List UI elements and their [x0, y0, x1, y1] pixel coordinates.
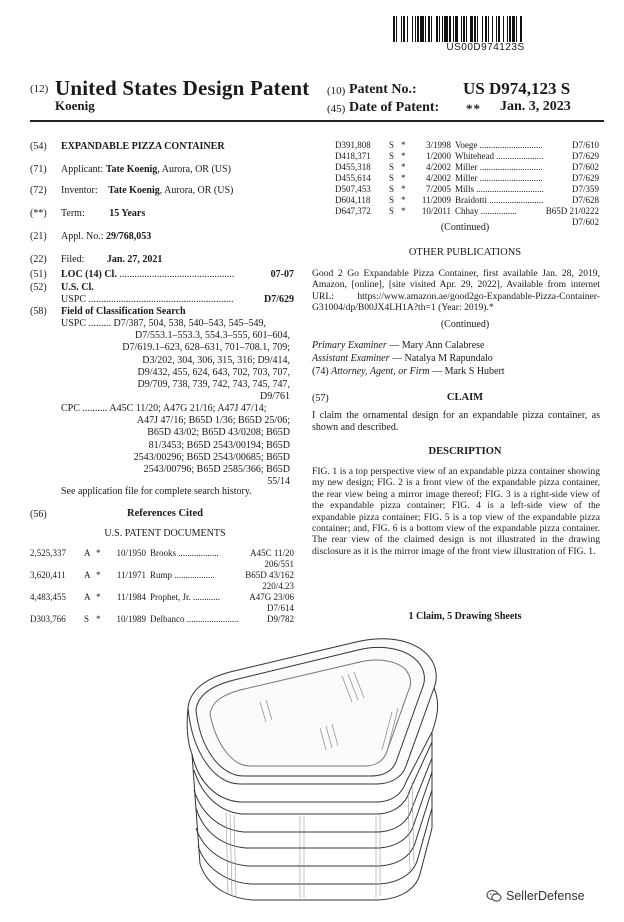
reference-kind: A	[84, 592, 91, 602]
reference-row	[335, 151, 599, 162]
references-code: (56)	[30, 509, 47, 520]
reference-star: *	[401, 195, 406, 205]
inventor-name: Tate Koenig	[108, 185, 160, 196]
field-code: (52)	[30, 282, 47, 293]
reference-row	[335, 162, 599, 173]
reference-num: 3,620,411	[30, 570, 66, 580]
reference-kind: S	[389, 195, 395, 205]
reference-date: 10/2011	[421, 206, 451, 216]
reference-dots: ................	[480, 206, 517, 216]
reference-cls: D7/628	[572, 195, 599, 205]
code-12: (12)	[30, 83, 49, 95]
see-application-note: See application file for complete search history.	[61, 486, 252, 497]
reference-row-continuation	[30, 603, 294, 614]
reference-name	[455, 206, 545, 217]
uspc-line: D9/709, 738, 739, 742, 743, 745, 747,	[137, 379, 290, 391]
reference-cls: D7/629	[572, 151, 599, 161]
attorney-code: (74)	[312, 366, 329, 377]
appl-no-value: 29/768,053	[106, 231, 152, 242]
term-label: Term:	[61, 208, 85, 219]
reference-num: D391,808	[335, 140, 371, 150]
reference-row	[30, 592, 294, 603]
reference-inventor: Chhay	[455, 206, 481, 216]
cpc-line: 2543/00796; B65D 2585/366; B65D	[143, 464, 290, 476]
reference-star: *	[96, 570, 101, 580]
reference-date: 11/1971	[116, 570, 146, 580]
reference-star: *	[96, 614, 101, 624]
reference-row	[30, 614, 294, 625]
barcode-number: US00D974123S	[446, 42, 525, 53]
reference-star: *	[401, 140, 406, 150]
classification-search-label: Field of Classification Search	[61, 306, 186, 317]
reference-cls: B65D 21/0222	[545, 206, 599, 216]
inventor-location: , Aurora, OR (US)	[159, 185, 234, 196]
reference-inventor: Whitehead	[455, 151, 497, 161]
reference-dots: ..............................	[476, 184, 544, 194]
uspc-label: USPC	[61, 294, 87, 305]
reference-cls: D7/610	[572, 140, 599, 150]
attorney	[312, 365, 505, 378]
reference-name	[455, 195, 545, 206]
reference-name	[150, 548, 243, 559]
description-text: FIG. 1 is a top perspective view of an expandable pizza container showing my new design; FIG. 2 is a front view of the expandable pizza container, the rear view being a mirror image thereof; FIG. 3 is a right-side view of the expandable pizza container; FIG. 4 is a left-side view of the expandable pizza container; FIG. 5 is a top view of the expandable pizza container; and, FIG. 6 is a bottom view of the expandable pizza container. The rear view of the claimed design is not illustrated in the drawing disclosure as it is the mirror image of the front view illustration of FIG. 1.	[312, 466, 600, 557]
claim-title: CLAIM	[446, 392, 484, 403]
uspc-line: D7/619.1–623, 628–631, 701–708.1, 709;	[122, 342, 290, 354]
term-value: 15 Years	[109, 208, 146, 219]
reference-name	[150, 592, 243, 603]
reference-inventor: Brooks	[150, 548, 179, 558]
uspc-line: D9/432, 455, 624, 643, 702, 703, 707,	[137, 366, 290, 378]
references-right-table	[335, 140, 599, 228]
uspc-line: D9/761	[260, 391, 290, 403]
reference-inventor: Voege	[455, 140, 480, 150]
wechat-icon	[486, 888, 502, 904]
reference-cls: D7/359	[572, 184, 599, 194]
reference-dots: ........................	[489, 195, 544, 205]
reference-cls-secondary: D7/614	[267, 603, 294, 613]
field-code: (72)	[30, 185, 47, 196]
reference-inventor: Prophet, Jr.	[150, 592, 194, 602]
reference-date: 4/2002	[425, 162, 451, 172]
reference-date: 7/2005	[425, 184, 451, 194]
reference-star: *	[401, 162, 406, 172]
reference-num: 4,483,455	[30, 592, 66, 602]
reference-date: 10/1950	[116, 548, 146, 558]
loc-dots: ..............................................	[119, 269, 235, 280]
reference-cls: A45C 11/20	[250, 548, 294, 558]
date-stars: **	[466, 101, 481, 116]
claim-text: I claim the ornamental design for an expandable pizza container, as shown and described.	[312, 410, 600, 433]
cpc-line: 55/14	[267, 476, 290, 488]
code-10: (10)	[327, 85, 346, 97]
reference-cls: A47G 23/06	[249, 592, 294, 602]
reference-kind: A	[84, 570, 91, 580]
patent-date: Jan. 3, 2023	[500, 99, 571, 114]
field-code: (58)	[30, 306, 47, 317]
cpc-search-list	[61, 403, 290, 488]
references-continued: (Continued)	[440, 222, 490, 233]
reference-inventor: Miller	[455, 162, 480, 172]
reference-dots: .......................	[186, 614, 239, 624]
uspc-line: USPC ......... D7/387, 504, 538, 540–543, 545–549,	[61, 318, 267, 329]
cpc-line: CPC .......... A45C 11/20; A47G 21/16; A47J 47/14;	[61, 403, 267, 414]
claim-code: (57)	[312, 393, 329, 404]
reference-num: D507,453	[335, 184, 371, 194]
reference-name	[455, 173, 545, 184]
reference-row	[335, 195, 599, 206]
reference-row	[335, 173, 599, 184]
reference-kind: S	[84, 614, 90, 624]
primary-examiner-name: — Mary Ann Calabrese	[386, 340, 485, 351]
reference-row	[335, 184, 599, 195]
reference-star: *	[96, 592, 101, 602]
filed-value: Jan. 27, 2021	[106, 254, 163, 265]
filed-label: Filed:	[61, 254, 85, 265]
reference-kind: S	[389, 140, 395, 150]
reference-star: *	[96, 548, 101, 558]
us-cl-label: U.S. Cl.	[61, 282, 94, 293]
design-title: EXPANDABLE PIZZA CONTAINER	[61, 141, 225, 152]
inventor-label: Inventor:	[61, 185, 98, 196]
reference-dots: ............................	[479, 140, 543, 150]
header-rule	[30, 120, 604, 122]
attorney-name: — Mark S Hubert	[429, 366, 505, 377]
reference-cls: D9/782	[267, 614, 294, 624]
assistant-examiner-name: — Natalya M Rapundalo	[389, 353, 493, 364]
claims-sheets-summary: 1 Claim, 5 Drawing Sheets	[408, 611, 522, 622]
date-of-patent-label: Date of Patent:	[349, 100, 440, 115]
loc-label: LOC (14) Cl.	[61, 269, 117, 280]
cpc-line: 2543/00296; B65D 2543/00685; B65D	[133, 451, 290, 463]
patent-number: US D974,123 S	[463, 79, 571, 98]
assistant-examiner	[312, 352, 493, 365]
field-code: (71)	[30, 164, 47, 175]
field-code: (54)	[30, 141, 47, 152]
reference-row	[30, 548, 294, 559]
reference-dots: ............................	[479, 173, 543, 183]
reference-cls-secondary: D7/602	[572, 217, 599, 227]
cpc-line: A47J 47/16; B65D 1/36; B65D 25/06;	[136, 415, 290, 427]
reference-dots: ............................	[479, 162, 543, 172]
reference-date: 10/1989	[116, 614, 146, 624]
reference-dots: ............	[193, 592, 221, 602]
us-patent-documents-heading: U.S. PATENT DOCUMENTS	[104, 528, 226, 539]
reference-num: D604,118	[335, 195, 371, 205]
references-left-table	[30, 548, 294, 625]
reference-row-continuation	[30, 559, 294, 570]
uspc-search-list	[61, 318, 290, 403]
other-publications-continued: (Continued)	[440, 319, 490, 330]
inventor-surname: Koenig	[55, 98, 95, 113]
other-publications-text: Good 2 Go Expandable Pizza Container, first available Jan. 28, 2019, Amazon, [online], [site visited Apr. 29, 2022], Available from internet URL: https://www.amazon.ae/good2go-Expandable-Pizza-Container-G31004/dp/B00JX4LH1A?th=1 (Year: 2019).*	[312, 268, 600, 314]
reference-inventor: Miller	[455, 173, 480, 183]
field-code: (51)	[30, 269, 47, 280]
reference-name	[150, 614, 243, 625]
reference-kind: S	[389, 162, 395, 172]
watermark-text: SellerDefense	[506, 889, 585, 903]
reference-name	[455, 184, 545, 195]
reference-kind: S	[389, 173, 395, 183]
reference-num: 2,525,337	[30, 548, 66, 558]
reference-name	[455, 162, 545, 173]
reference-dots: .....................	[496, 151, 544, 161]
appl-no-label: Appl. No.:	[61, 231, 104, 242]
field-code: (**)	[30, 208, 47, 219]
reference-kind: S	[389, 184, 395, 194]
assistant-examiner-label: Assistant Examiner	[312, 353, 390, 364]
reference-dots: ..................	[174, 570, 215, 580]
reference-cls: D7/602	[572, 162, 599, 172]
field-code: (22)	[30, 254, 47, 265]
code-45: (45)	[327, 103, 346, 115]
reference-num: D455,614	[335, 173, 371, 183]
other-publications-title: OTHER PUBLICATIONS	[408, 247, 522, 258]
uspc-line: D3/202, 304, 306, 315, 316; D9/414,	[142, 354, 290, 366]
patent-no-label: Patent No.:	[349, 82, 417, 97]
reference-inventor: Mills	[455, 184, 477, 194]
reference-name	[150, 570, 243, 581]
reference-row	[30, 570, 294, 581]
loc-value: 07-07	[270, 269, 294, 280]
reference-date: 11/2009	[421, 195, 451, 205]
reference-date: 1/2000	[425, 151, 451, 161]
reference-kind: S	[389, 151, 395, 161]
reference-cls: D7/629	[572, 173, 599, 183]
field-code: (21)	[30, 231, 47, 242]
reference-star: *	[401, 184, 406, 194]
patent-type-title: United States Design Patent	[55, 76, 310, 100]
description-title: DESCRIPTION	[428, 446, 502, 457]
reference-star: *	[401, 151, 406, 161]
applicant-location: , Aurora, OR (US)	[157, 164, 231, 175]
reference-inventor: Rump	[150, 570, 175, 580]
reference-date: 11/1984	[116, 592, 146, 602]
barcode	[393, 16, 578, 42]
applicant-label: Applicant:	[61, 164, 104, 175]
watermark	[486, 888, 585, 904]
reference-kind: A	[84, 548, 91, 558]
reference-row	[335, 206, 599, 217]
cpc-line: B65D 43/02; B65D 43/0208; B65D	[147, 427, 290, 439]
reference-dots: ..................	[178, 548, 219, 558]
reference-cls: B65D 43/162	[245, 570, 294, 580]
reference-row	[335, 140, 599, 151]
uspc-value: D7/629	[264, 294, 294, 305]
reference-num: D418,371	[335, 151, 371, 161]
reference-star: *	[401, 173, 406, 183]
references-title: References Cited	[127, 508, 203, 519]
reference-date: 4/2002	[425, 173, 451, 183]
reference-num: D455,318	[335, 162, 371, 172]
reference-num: D303,766	[30, 614, 66, 624]
attorney-label: Attorney, Agent, or Firm	[331, 366, 430, 377]
reference-cls-secondary: 206/551	[264, 559, 294, 569]
reference-name	[455, 151, 545, 162]
reference-name	[455, 140, 545, 151]
pizza-container-figure	[170, 632, 470, 914]
cpc-line: 81/3453; B65D 2543/00194; B65D	[148, 439, 290, 451]
reference-num: D647,372	[335, 206, 371, 216]
reference-star: *	[401, 206, 406, 216]
primary-examiner	[312, 339, 484, 352]
primary-examiner-label: Primary Examiner	[312, 340, 387, 351]
reference-row-continuation	[30, 581, 294, 592]
reference-date: 3/1998	[425, 140, 451, 150]
uspc-line: D7/553.1–553.3, 554.3–555, 601–604,	[135, 330, 290, 342]
reference-inventor: Delbanco	[150, 614, 187, 624]
reference-kind: S	[389, 206, 395, 216]
reference-cls-secondary: 220/4.23	[262, 581, 294, 591]
applicant-name: Tate Koenig	[105, 164, 158, 175]
reference-inventor: Braidotti	[455, 195, 490, 205]
uspc-dots: ..........................................................	[88, 294, 234, 305]
